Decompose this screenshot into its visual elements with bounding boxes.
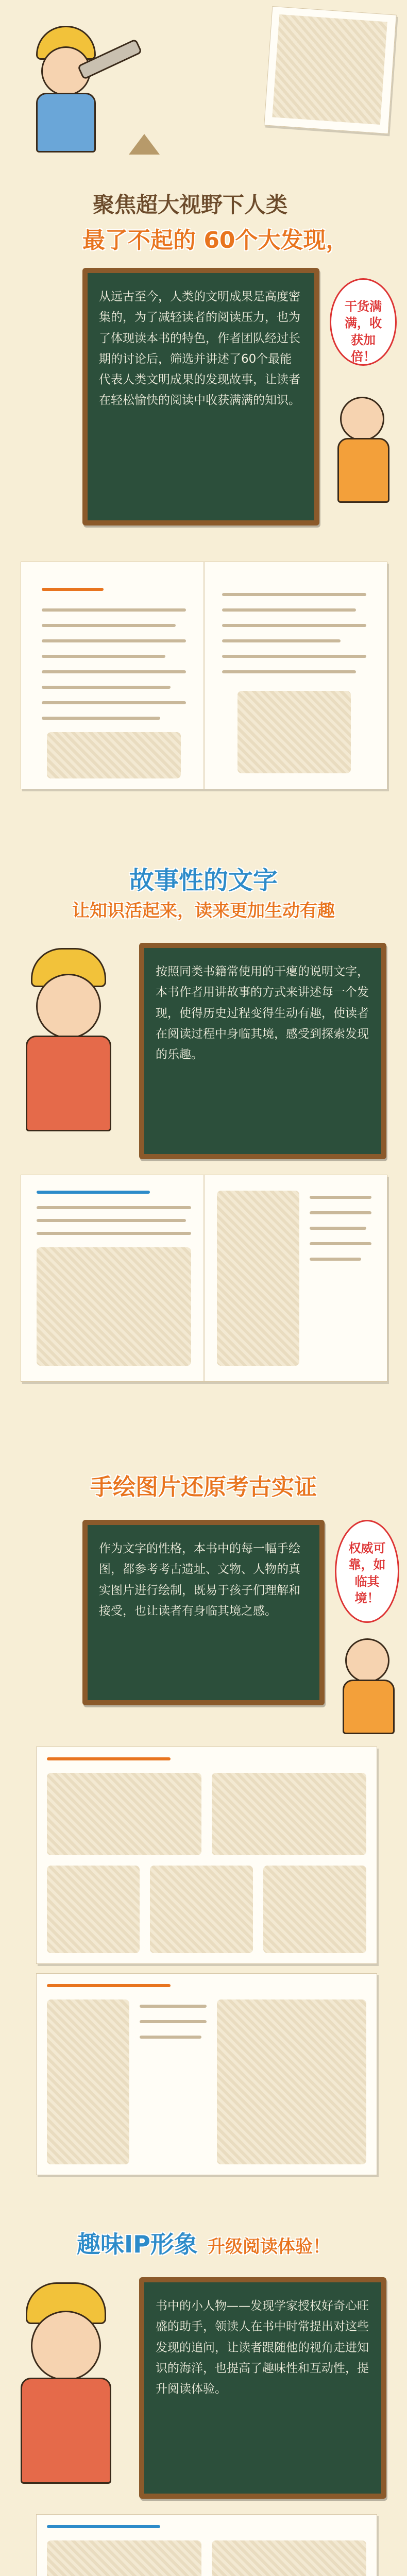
ip-body-text: 书中的小人物——发现学家授权好奇心旺盛的助手，领读人在书中时常提出对这些发现的追问，让读者跟随他的视角走进知识的海洋，也提高了趣味性和互动性，提升阅读体验。 (156, 2299, 369, 2396)
ip-headline-2: 升级阅读体验！ (207, 2236, 330, 2257)
intro-chalkboard (82, 268, 319, 526)
book-spread-painting-1 (36, 1747, 377, 1964)
story-body-text: 按照同类书籍常使用的干瘪的说明文字，本书作者用讲故事的方式来讲述每一个发现，使得历史过程变得生动有趣，使读者在阅读过程中身临其境，感受到探索发现的乐趣。 (156, 965, 369, 1061)
painting-headline: 手绘图片还原考古实证 (90, 1474, 317, 1500)
story-headline-2: 让知识活起来，读来更加生动有趣 (72, 901, 335, 921)
story-headline-1: 故事性的文字 (129, 866, 278, 895)
ip-headline-1: 趣味IP形象 (77, 2230, 198, 2258)
book-spread-story (21, 1175, 387, 1382)
intro-headline-1: 聚焦超大视野下人类 (93, 192, 288, 217)
explorer-boy-2-illustration (5, 2277, 124, 2494)
intro-section (0, 0, 407, 556)
ancient-map-illustration (264, 6, 397, 134)
book-spread-ip-1 (36, 2514, 377, 2576)
explorer-boy-illustration (10, 943, 124, 1133)
book-spread-painting-2 (36, 1973, 377, 2175)
mountain-icon (129, 134, 160, 155)
story-chalkboard (139, 943, 386, 1159)
story-section (0, 804, 407, 1329)
painting-body-text: 作为文字的性格，本书中的每一幅手绘图，都参考考古遗址、文物、人物的真实图片进行绘制，既易于孩子们理解和接受，也让读者有身临其境之感。 (99, 1542, 300, 1618)
explorer-girl-illustration (330, 392, 397, 505)
painting-bubble-text: 权威可靠，如临其境！ (348, 1541, 386, 1606)
ip-chalkboard (139, 2277, 386, 2499)
intro-bubble-text: 干货满满，收获加倍！ (345, 299, 382, 364)
explorer-girl-2-illustration (335, 1633, 402, 1736)
painting-chalkboard (82, 1520, 325, 1705)
ip-section (0, 2195, 407, 2576)
intro-speech-bubble (330, 278, 397, 366)
painting-speech-bubble (335, 1520, 399, 1623)
intro-body-text: 从远古至今，人类的文明成果是高度密集的，为了减轻读者的阅读压力，也为了体现读本书的特色，作者团队经过长期的讨论后，筛选并讲述了60个最能代表人类文明成果的发现故事，让读者在轻松愉快的阅读中收获满满的知识。 (99, 290, 300, 408)
intro-headline-2: 最了不起的 60个大发现， (82, 227, 349, 253)
book-spread-contents (21, 562, 387, 789)
explorer-telescope-illustration (21, 21, 108, 155)
ip-headline-row (0, 2226, 407, 2260)
painting-section (0, 1437, 407, 2184)
